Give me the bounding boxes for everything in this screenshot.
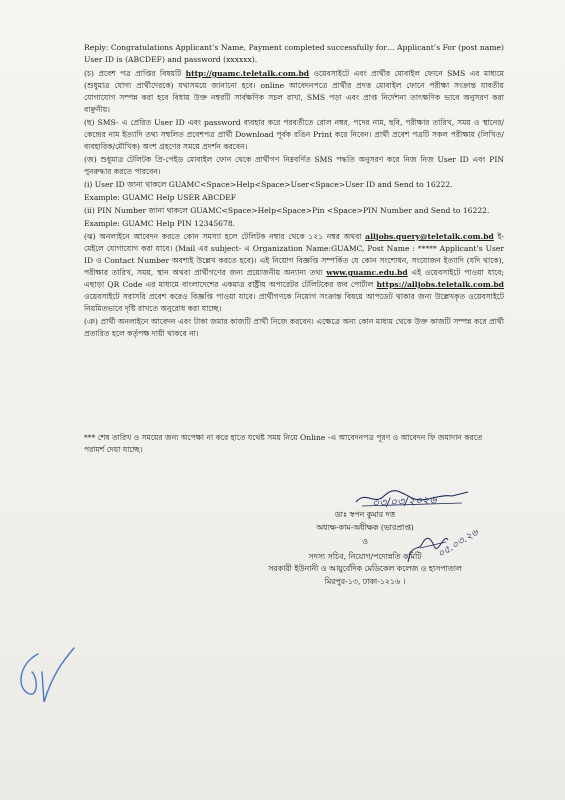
organization-address: মিরপুর-১৩, ঢাকা-১২১৬ । xyxy=(324,576,406,586)
sms-pin-example: Example: GUAMC Help PIN 12345678. xyxy=(84,219,236,228)
item-fraud-warning: (ঞ) প্রার্থী অনলাইনে আবেদন এবং টাকা জমার কাজটি প্রার্থী নিজে করবেন। এক্ষেত্রে অন্য কোন মাধ্যম থেকে উক্ত কাজটি সম্পন্ন করে প্রার্থী প্রতারিত হলে কর্তৃপক্ষ দায়ী থাকবে না। xyxy=(84,317,504,338)
sms-userid-line: (i) User ID জানা থাকলে GUAMC<Space>Help<Space>User<Space>User ID and Send to 16222. xyxy=(84,180,453,189)
signatory-title: অধ্যক্ষ-কাম-অধীক্ষক (ভারপ্রাপ্ত) xyxy=(316,522,414,532)
margin-initial-mark xyxy=(8,642,78,714)
document-body xyxy=(84,42,504,341)
organization-name: সরকারী ইউনানী ও আয়ুর্বেদিক মেডিকেল কলেজ ও হাসপাতাল xyxy=(268,564,462,573)
sms-userid-example: Example: GUAMC Help USER ABCDEF xyxy=(84,193,237,202)
item-download-admit: (ছ) SMS- এ প্রেরিত User ID এবং password ব্যবহার করে পরবর্তীতে রোল নম্বর, পদের নাম, ছবি, পরীক্ষার তারিখ, সময় ও স্থানের/কেন্দ্রের নাম ইত্যাদি তথ্য সম্বলিত প্রবেশপত্র প্রার্থী Download পূর্বক রঙিন Print করে নিবেন। প্রার্থী প্রবেশ পত্রটি সকল পরীক্ষায় (লিখিত/ব্যবহারিক/মৌখিক) অংশ গ্রহণের সময়ে প্রদর্শন করবেন। xyxy=(84,118,504,151)
committee-title: সদস্য সচিব, নিয়োগ/পদোন্নতি কমিটি xyxy=(308,551,422,561)
guamc-link[interactable]: http://guamc.teletalk.com.bd xyxy=(185,69,310,78)
signatory-name: ডাঃ স্বপন কুমার দত্ত xyxy=(334,510,396,519)
item-sms-recovery: (জ) শুধুমাত্র টেলিটক প্রি-পেইড মোবাইল ফোন থেকে প্রার্থীগণ নিম্নবর্ণিত SMS পদ্ধতি অনুসরণ করে নিজ নিজ User ID এবং PIN পুনরুদ্ধার করতে পারবেন। xyxy=(84,155,504,176)
handwritten-date: ০৩/০৩/২০২৬ xyxy=(371,493,437,510)
item-contact: (ঝ) অনলাইনে আবেদন করতে কোন সমস্যা হলে টেলিটক নম্বার থেকে ১২১ নম্বর অথবা alljobs.query@teletalk.com.bd ই-মেইলে যোগাযোগ করা যাবে। (Mail এর subject- এ Organization Name:GUAMC, Post Name : ***** Applicant’s User ID ও Contact Number অবশ্যই উল্লেখ করতে হবে)। এই নিয়োগ বিজ্ঞপ্তি সম্পর্কিত যে কোন সংশোধন, সংযোজন ইত্যাদি (যদি থাকে), পরীক্ষার তারিখ, সময়, স্থান অথবা প্রার্থীগণের জন্য প্রয়োজনীয় অন্যান্য তথ্য www.guamc.edu.bd এই ওয়েবসাইটে পাওয়া যাবে; এছাড়া QR Code এর মাধ্যমে বাংলাদেশের একমাত্র রাষ্ট্রীয় অপারেটর টেলিটকের জব পোর্টাল https://alljobs.teletalk.com.bd ওয়েবসাইটে সরাসরি প্রবেশ করেও বিজ্ঞপ্তি পাওয়া যাবে। প্রার্থীগণকে নিয়োগ সংক্রান্ত বিষয়ে আপডেট থাকার জন্য উল্লেখকৃত ওয়েবসাইটে নিয়মিতভাবে দৃষ্টি রাখতে অনুরোধ করা যাচ্ছে। xyxy=(84,232,504,313)
alljobs-portal-link[interactable]: https://alljobs.teletalk.com.bd xyxy=(376,280,504,289)
sms-reply-line: Reply: Congratulations Applicant’s Name, Payment completed successfully for… Applicant’s For (post name) User ID is (ABCDEF) and password (xxxxxx). xyxy=(84,43,504,64)
item-admit-card: (চ) প্রবেশ পত্র প্রাপ্তির বিষয়টি http://guamc.teletalk.com.bd ওয়েবসাইটে এবং প্রার্থীর মোবাইল ফোনে SMS এর মাধ্যমে (শুধুমাত্র যোগ্য প্রার্থীদেরকে) যথাসময়ে জানানো হবে। online আবেদনপত্রে প্রার্থীর প্রদত্ত মোবাইল ফোনে পরীক্ষা সংক্রান্ত যাবতীয় যোগাযোগ সম্পন্ন করা হবে বিধায় উক্ত নম্বরটি সার্বক্ষণিক সচল রাখা, SMS পড়া এবং প্রাপ্ত নির্দেশনা তাৎক্ষণিক ভাবে অনুসরণ করা বাঞ্ছনীয়। xyxy=(84,69,504,114)
initial-date: ০৫.০৩.২৬ xyxy=(436,526,481,561)
deadline-note: *** শেষ তারিখ ও সময়ের জন্য অপেক্ষা না করে হাতে যথেষ্ট সময় নিয়ে Online -এ আবেদনপত্র পূরণ ও আবেদন ফি জমাদান করতে পরামর্শ দেয়া যাচ্ছে। xyxy=(84,433,483,454)
query-email-link[interactable]: alljobs.query@teletalk.com.bd xyxy=(365,232,494,241)
sms-pin-line: (ii) PIN Number জানা থাকলে GUAMC<Space>Help<Space>Pin <Space>PIN Number and Send to 16222. xyxy=(84,206,490,215)
signatory-and: ও xyxy=(362,537,368,546)
guamc-edu-link[interactable]: www.guamc.edu.bd xyxy=(326,268,408,277)
